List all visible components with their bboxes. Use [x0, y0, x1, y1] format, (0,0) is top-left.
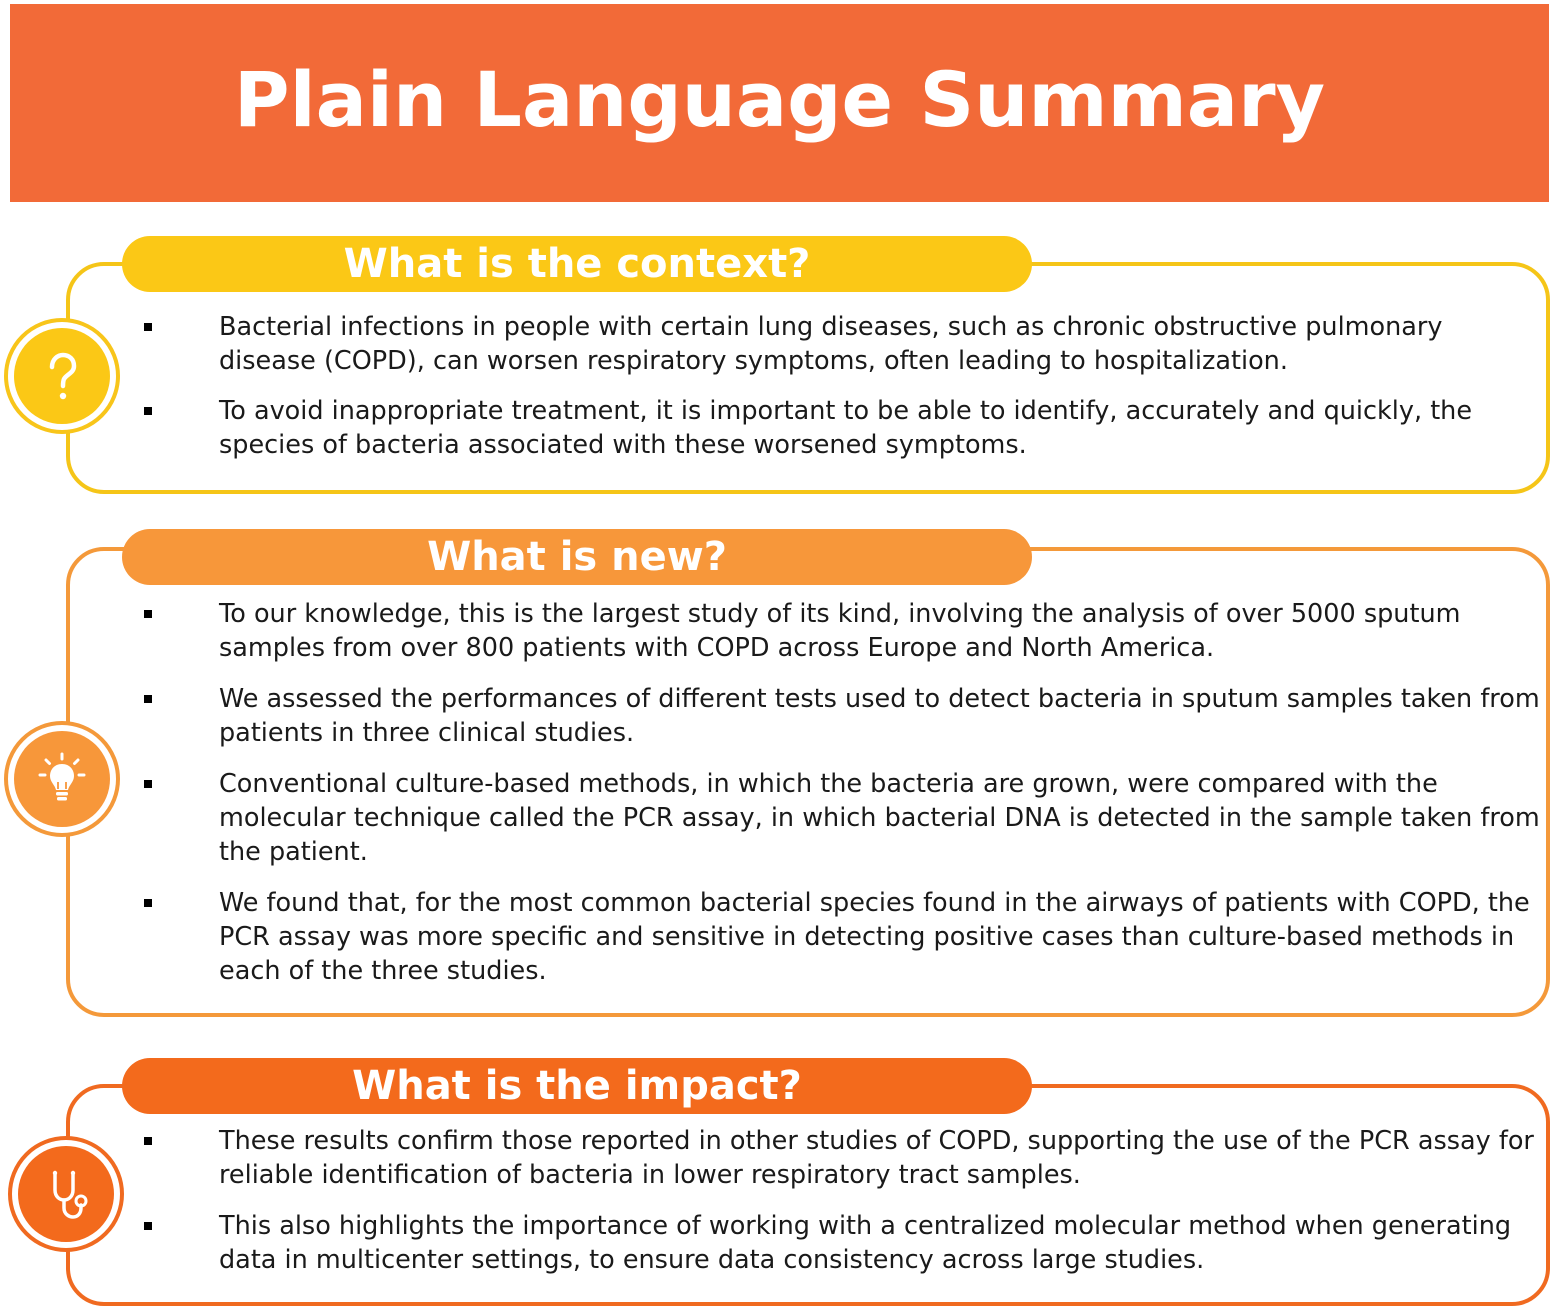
- bullet-marker: [144, 1137, 152, 1145]
- new-heading: What is new?: [427, 534, 727, 580]
- context-heading: What is the context?: [343, 241, 811, 287]
- new-bullet-list: [142, 597, 1542, 1005]
- impact-icon-badge: [8, 1136, 124, 1252]
- list-item: We found that, for the most common bacterial species found in the airways of patients with COPD, the PCR assay was more specific and sensitive in detecting positive cases than culture-based methods in each of the three studies.: [142, 886, 1542, 988]
- stethoscope-icon: [18, 1146, 114, 1242]
- title-banner: [10, 4, 1549, 202]
- new-heading-pill: [122, 529, 1032, 585]
- list-item: Bacterial infections in people with certain lung diseases, such as chronic obstructive pulmonary disease (COPD), can worsen respiratory symptoms, often leading to hospitalization.: [142, 310, 1542, 378]
- question-icon: [14, 328, 110, 424]
- bullet-marker: [144, 1222, 152, 1230]
- context-heading-pill: [122, 236, 1032, 292]
- bullet-marker: [144, 323, 152, 331]
- impact-bullet-list: [142, 1124, 1542, 1294]
- lightbulb-icon: [14, 731, 110, 827]
- page-title: Plain Language Summary: [233, 54, 1326, 144]
- bullet-marker: [144, 695, 152, 703]
- list-item: Conventional culture-based methods, in which the bacteria are grown, were compared with the molecular technique called the PCR assay, in which bacterial DNA is detected in the sample taken from the patient.: [142, 767, 1542, 869]
- bullet-marker: [144, 407, 152, 415]
- list-item: To our knowledge, this is the largest study of its kind, involving the analysis of over 5000 sputum samples from over 800 patients with COPD across Europe and North America.: [142, 597, 1542, 665]
- list-item: To avoid inappropriate treatment, it is important to be able to identify, accurately and quickly, the species of bacteria associated with these worsened symptoms.: [142, 394, 1542, 462]
- impact-heading: What is the impact?: [352, 1063, 802, 1109]
- impact-heading-pill: [122, 1058, 1032, 1114]
- bullet-marker: [144, 899, 152, 907]
- bullet-marker: [144, 780, 152, 788]
- list-item: This also highlights the importance of working with a centralized molecular method when generating data in multicenter settings, to ensure data consistency across large studies.: [142, 1209, 1542, 1277]
- context-bullet-list: [142, 310, 1542, 478]
- list-item: These results confirm those reported in other studies of COPD, supporting the use of the PCR assay for reliable identification of bacteria in lower respiratory tract samples.: [142, 1124, 1542, 1192]
- context-icon-badge: [4, 318, 120, 434]
- bullet-marker: [144, 610, 152, 618]
- list-item: We assessed the performances of different tests used to detect bacteria in sputum samples taken from patients in three clinical studies.: [142, 682, 1542, 750]
- new-icon-badge: [4, 721, 120, 837]
